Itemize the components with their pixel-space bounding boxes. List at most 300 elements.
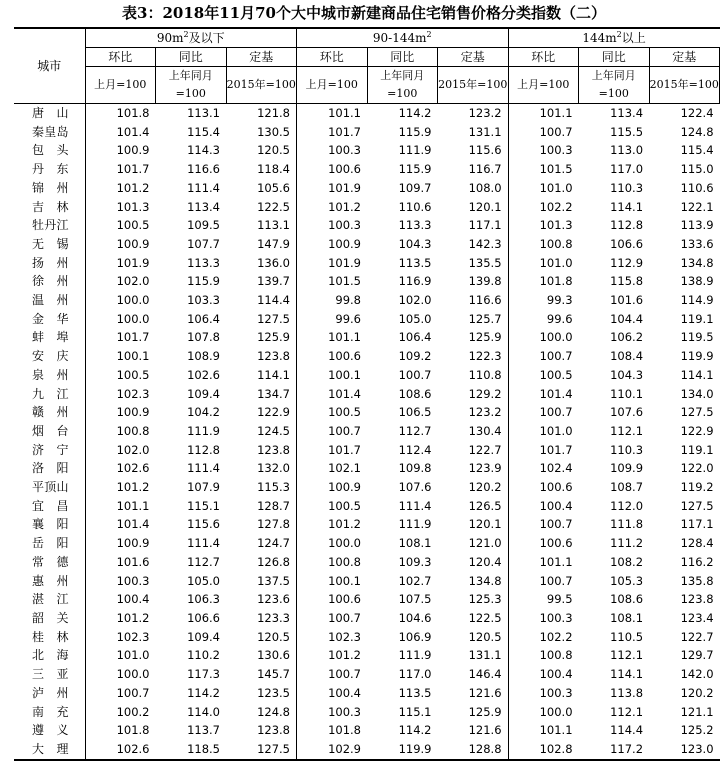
value-cell: 113.8 xyxy=(610,685,644,700)
value-cell: 109.4 xyxy=(187,386,220,401)
value-cell: 110.8 xyxy=(438,366,509,385)
value-cell: 100.4 xyxy=(539,667,573,682)
value-cell: 125.9 xyxy=(226,328,297,347)
value-cell: 146.4 xyxy=(438,665,509,684)
value-cell: 100.0 xyxy=(539,704,573,719)
value-cell: 119.2 xyxy=(680,480,714,495)
value-cell: 115.3 xyxy=(226,478,297,497)
value-cell: 100.3 xyxy=(328,704,361,719)
value-cell: 114.1 xyxy=(610,667,644,682)
table-row xyxy=(14,721,720,740)
value-cell: 112.8 xyxy=(187,442,220,457)
city-cell: 遵义 xyxy=(14,721,85,740)
value-cell: 114.1 xyxy=(610,199,644,214)
value-cell: 116.7 xyxy=(438,160,509,179)
value-cell: 135.5 xyxy=(438,254,509,273)
value-cell: 114.1 xyxy=(680,367,714,382)
table-title: 表3：2018年11月70个大中城市新建商品住宅销售价格分类指数（二） xyxy=(122,4,606,22)
value-cell: 114.3 xyxy=(187,143,220,158)
city-cell: 秦皇岛 xyxy=(14,123,85,142)
city-cell: 扬州 xyxy=(14,254,85,273)
value-cell: 100.9 xyxy=(116,236,150,251)
value-cell: 102.1 xyxy=(328,461,361,476)
value-cell: 102.7 xyxy=(398,573,432,588)
table-row xyxy=(14,141,720,160)
value-cell: 101.1 xyxy=(328,330,361,345)
value-cell: 110.3 xyxy=(610,442,644,457)
value-cell: 100.7 xyxy=(539,124,573,139)
value-cell: 106.9 xyxy=(398,629,432,644)
value-cell: 116.2 xyxy=(680,554,714,569)
value-cell: 100.7 xyxy=(398,367,432,382)
value-cell: 131.1 xyxy=(438,646,509,665)
value-cell: 112.1 xyxy=(610,423,644,438)
value-cell: 101.9 xyxy=(116,255,150,270)
table-row xyxy=(14,459,720,478)
value-cell: 113.1 xyxy=(226,216,297,235)
value-cell: 142.0 xyxy=(680,667,714,682)
city-cell: 三亚 xyxy=(14,665,85,684)
value-cell: 138.9 xyxy=(680,274,714,289)
value-cell: 121.6 xyxy=(438,721,509,740)
value-cell: 123.9 xyxy=(438,459,509,478)
value-cell: 134.8 xyxy=(680,255,714,270)
value-cell: 123.8 xyxy=(680,592,714,607)
value-cell: 100.6 xyxy=(328,592,361,607)
value-cell: 115.9 xyxy=(187,274,220,289)
value-cell: 104.2 xyxy=(187,405,220,420)
value-cell: 112.8 xyxy=(610,218,644,233)
value-cell: 122.7 xyxy=(438,441,509,460)
table-row xyxy=(14,684,720,703)
table-row xyxy=(14,628,720,647)
value-cell: 101.0 xyxy=(539,180,573,195)
subheader-mom-g0: 环比 xyxy=(85,48,156,67)
value-cell: 112.4 xyxy=(398,442,432,457)
value-cell: 101.7 xyxy=(328,124,361,139)
value-cell: 123.2 xyxy=(438,104,509,123)
value-cell: 142.3 xyxy=(438,235,509,254)
value-cell: 115.5 xyxy=(610,124,644,139)
value-cell: 101.0 xyxy=(116,648,150,663)
value-cell: 114.2 xyxy=(398,723,432,738)
table-row xyxy=(14,310,720,329)
value-cell: 115.1 xyxy=(187,498,220,513)
group-header-large: $144m^2$以上 xyxy=(508,28,720,48)
table-row xyxy=(14,160,720,179)
city-cell: 包头 xyxy=(14,141,85,160)
value-cell: 124.7 xyxy=(226,534,297,553)
value-cell: 117.1 xyxy=(438,216,509,235)
value-cell: 120.2 xyxy=(680,685,714,700)
city-cell: 吉林 xyxy=(14,198,85,217)
value-cell: 122.1 xyxy=(680,199,714,214)
value-cell: 119.5 xyxy=(680,330,714,345)
table-row xyxy=(14,366,720,385)
base-label-base-g1: 2015年=100 xyxy=(438,67,509,104)
value-cell: 109.3 xyxy=(398,554,432,569)
value-cell: 120.1 xyxy=(438,198,509,217)
value-cell: 100.9 xyxy=(328,480,361,495)
value-cell: 100.3 xyxy=(539,685,573,700)
value-cell: 111.9 xyxy=(398,143,432,158)
value-cell: 100.8 xyxy=(116,423,150,438)
value-cell: 100.6 xyxy=(328,162,361,177)
value-cell: 101.7 xyxy=(116,162,150,177)
value-cell: 100.5 xyxy=(328,498,361,513)
table-row xyxy=(14,291,720,310)
value-cell: 111.4 xyxy=(398,498,432,513)
city-cell: 岳阳 xyxy=(14,534,85,553)
value-cell: 122.5 xyxy=(438,609,509,628)
value-cell: 116.6 xyxy=(438,291,509,310)
value-cell: 100.7 xyxy=(328,423,361,438)
value-cell: 111.8 xyxy=(610,517,644,532)
value-cell: 101.8 xyxy=(539,274,573,289)
value-cell: 115.6 xyxy=(438,141,509,160)
value-cell: 108.9 xyxy=(187,349,220,364)
value-cell: 100.3 xyxy=(539,143,573,158)
value-cell: 100.5 xyxy=(116,367,150,382)
value-cell: 125.2 xyxy=(680,723,714,738)
value-cell: 113.1 xyxy=(187,106,220,120)
value-cell: 115.4 xyxy=(680,143,714,158)
value-cell: 136.0 xyxy=(226,254,297,273)
value-cell: 101.9 xyxy=(328,255,361,270)
value-cell: 100.8 xyxy=(328,554,361,569)
value-cell: 101.1 xyxy=(328,106,361,120)
value-cell: 100.4 xyxy=(328,685,361,700)
value-cell: 109.2 xyxy=(398,349,432,364)
value-cell: 118.5 xyxy=(156,740,227,760)
value-cell: 108.1 xyxy=(398,536,432,551)
base-label-yoy-g2: 上年同月=100 xyxy=(579,67,650,104)
value-cell: 115.0 xyxy=(680,162,714,177)
value-cell: 123.4 xyxy=(680,610,714,625)
value-cell: 119.1 xyxy=(680,311,714,326)
value-cell: 111.9 xyxy=(398,648,432,663)
value-cell: 134.0 xyxy=(680,386,714,401)
value-cell: 120.2 xyxy=(438,478,509,497)
value-cell: 109.7 xyxy=(398,180,432,195)
table-row xyxy=(14,590,720,609)
value-cell: 100.0 xyxy=(328,536,361,551)
table-row xyxy=(14,123,720,142)
value-cell: 101.2 xyxy=(328,199,361,214)
value-cell: 99.3 xyxy=(546,293,573,308)
value-cell: 115.9 xyxy=(398,162,432,177)
value-cell: 129.2 xyxy=(438,385,509,404)
value-cell: 102.3 xyxy=(116,629,150,644)
value-cell: 101.7 xyxy=(539,442,573,457)
value-cell: 119.9 xyxy=(680,349,714,364)
value-cell: 101.1 xyxy=(539,106,573,120)
value-cell: 123.6 xyxy=(226,590,297,609)
value-cell: 100.8 xyxy=(539,648,573,663)
subheader-mom-g2: 环比 xyxy=(508,48,579,67)
value-cell: 102.0 xyxy=(398,293,432,308)
value-cell: 105.0 xyxy=(398,311,432,326)
value-cell: 128.7 xyxy=(226,497,297,516)
value-cell: 107.6 xyxy=(610,405,644,420)
value-cell: 102.0 xyxy=(116,442,150,457)
value-cell: 114.2 xyxy=(187,685,220,700)
value-cell: 99.6 xyxy=(335,311,361,326)
value-cell: 106.5 xyxy=(398,405,432,420)
value-cell: 101.8 xyxy=(116,106,150,120)
value-cell: 100.6 xyxy=(328,349,361,364)
value-cell: 100.3 xyxy=(328,218,361,233)
value-cell: 145.7 xyxy=(226,665,297,684)
value-cell: 101.1 xyxy=(116,498,150,513)
value-cell: 105.3 xyxy=(610,573,644,588)
value-cell: 115.1 xyxy=(398,704,432,719)
value-cell: 123.8 xyxy=(226,441,297,460)
value-cell: 111.9 xyxy=(187,423,220,438)
value-cell: 100.6 xyxy=(539,536,573,551)
value-cell: 102.9 xyxy=(297,740,368,760)
value-cell: 100.7 xyxy=(116,685,150,700)
value-cell: 113.5 xyxy=(398,255,432,270)
subheader-mom-g1: 环比 xyxy=(297,48,368,67)
value-cell: 101.0 xyxy=(539,255,573,270)
value-cell: 120.1 xyxy=(438,515,509,534)
value-cell: 134.8 xyxy=(438,572,509,591)
city-cell: 惠州 xyxy=(14,572,85,591)
value-cell: 112.1 xyxy=(610,648,644,663)
city-cell: 济宁 xyxy=(14,441,85,460)
value-cell: 100.7 xyxy=(539,405,573,420)
value-cell: 102.3 xyxy=(116,386,150,401)
value-cell: 122.9 xyxy=(680,423,714,438)
subheader-base-g2: 定基 xyxy=(649,48,720,67)
value-cell: 106.4 xyxy=(187,311,220,326)
table-row xyxy=(14,422,720,441)
city-cell: 赣州 xyxy=(14,403,85,422)
value-cell: 127.8 xyxy=(226,515,297,534)
value-cell: 108.4 xyxy=(610,349,644,364)
value-cell: 117.3 xyxy=(187,667,220,682)
value-cell: 106.2 xyxy=(610,330,644,345)
price-index-table xyxy=(14,27,720,761)
value-cell: 112.7 xyxy=(187,554,220,569)
city-cell: 牡丹江 xyxy=(14,216,85,235)
value-cell: 123.8 xyxy=(226,721,297,740)
value-cell: 105.0 xyxy=(187,573,220,588)
value-cell: 122.0 xyxy=(680,461,714,476)
table-row xyxy=(14,609,720,628)
value-cell: 101.6 xyxy=(116,554,150,569)
value-cell: 111.4 xyxy=(187,536,220,551)
value-cell: 101.1 xyxy=(539,554,573,569)
table-row xyxy=(14,403,720,422)
value-cell: 107.6 xyxy=(398,480,432,495)
value-cell: 122.4 xyxy=(680,106,714,120)
value-cell: 139.7 xyxy=(226,272,297,291)
city-cell: 无锡 xyxy=(14,235,85,254)
table-row xyxy=(14,254,720,273)
value-cell: 112.0 xyxy=(610,498,644,513)
value-cell: 110.5 xyxy=(610,629,644,644)
value-cell: 101.1 xyxy=(539,723,573,738)
table-row xyxy=(14,385,720,404)
value-cell: 131.1 xyxy=(438,123,509,142)
value-cell: 102.0 xyxy=(116,274,150,289)
value-cell: 112.7 xyxy=(398,423,432,438)
value-cell: 108.1 xyxy=(610,610,644,625)
value-cell: 111.2 xyxy=(610,536,644,551)
value-cell: 110.3 xyxy=(610,180,644,195)
value-cell: 100.2 xyxy=(116,704,150,719)
value-cell: 100.1 xyxy=(116,349,150,364)
value-cell: 123.2 xyxy=(438,403,509,422)
value-cell: 115.8 xyxy=(610,274,644,289)
value-cell: 127.5 xyxy=(680,405,714,420)
value-cell: 100.4 xyxy=(116,592,150,607)
value-cell: 124.8 xyxy=(680,124,714,139)
value-cell: 101.2 xyxy=(328,648,361,663)
table-row xyxy=(14,235,720,254)
value-cell: 120.4 xyxy=(438,553,509,572)
value-cell: 101.4 xyxy=(116,124,150,139)
value-cell: 123.5 xyxy=(226,684,297,703)
city-cell: 襄阳 xyxy=(14,515,85,534)
subheader-yoy-g1: 同比 xyxy=(367,48,438,67)
city-cell: 徐州 xyxy=(14,272,85,291)
table-row xyxy=(14,553,720,572)
value-cell: 110.2 xyxy=(187,648,220,663)
city-cell: 蚌埠 xyxy=(14,328,85,347)
value-cell: 132.0 xyxy=(226,459,297,478)
value-cell: 123.8 xyxy=(226,347,297,366)
table-row xyxy=(14,179,720,198)
value-cell: 101.0 xyxy=(539,423,573,438)
value-cell: 117.0 xyxy=(398,667,432,682)
table-row xyxy=(14,478,720,497)
value-cell: 113.7 xyxy=(187,723,220,738)
city-cell: 平顶山 xyxy=(14,478,85,497)
base-label-mom-g0: 上月=100 xyxy=(85,67,156,104)
value-cell: 125.7 xyxy=(438,310,509,329)
city-cell: 安庆 xyxy=(14,347,85,366)
value-cell: 100.4 xyxy=(539,498,573,513)
value-cell: 113.4 xyxy=(610,106,644,120)
value-cell: 104.3 xyxy=(398,236,432,251)
value-cell: 101.2 xyxy=(116,180,150,195)
value-cell: 103.3 xyxy=(187,293,220,308)
value-cell: 101.3 xyxy=(539,218,573,233)
value-cell: 130.6 xyxy=(226,646,297,665)
value-cell: 113.3 xyxy=(398,218,432,233)
value-cell: 114.4 xyxy=(610,723,644,738)
value-cell: 122.7 xyxy=(680,629,714,644)
table-row xyxy=(14,328,720,347)
value-cell: 101.8 xyxy=(328,723,361,738)
value-cell: 100.7 xyxy=(328,610,361,625)
value-cell: 128.8 xyxy=(438,740,509,760)
value-cell: 118.4 xyxy=(226,160,297,179)
city-cell: 宜昌 xyxy=(14,497,85,516)
value-cell: 123.0 xyxy=(649,740,720,760)
value-cell: 100.3 xyxy=(116,573,150,588)
value-cell: 100.0 xyxy=(116,293,150,308)
table-row xyxy=(14,515,720,534)
value-cell: 125.3 xyxy=(438,590,509,609)
value-cell: 108.2 xyxy=(610,554,644,569)
value-cell: 100.1 xyxy=(328,573,361,588)
value-cell: 121.6 xyxy=(438,684,509,703)
value-cell: 122.3 xyxy=(438,347,509,366)
city-cell: 金华 xyxy=(14,310,85,329)
city-cell: 温州 xyxy=(14,291,85,310)
value-cell: 100.6 xyxy=(539,480,573,495)
value-cell: 102.6 xyxy=(187,367,220,382)
base-label-mom-g2: 上月=100 xyxy=(508,67,579,104)
value-cell: 109.5 xyxy=(187,218,220,233)
value-cell: 107.9 xyxy=(187,480,220,495)
city-cell: 常德 xyxy=(14,553,85,572)
value-cell: 100.0 xyxy=(539,330,573,345)
value-cell: 125.9 xyxy=(438,703,509,722)
value-cell: 113.5 xyxy=(398,685,432,700)
city-cell: 洛阳 xyxy=(14,459,85,478)
value-cell: 126.5 xyxy=(438,497,509,516)
city-column-header: 城市 xyxy=(14,28,85,104)
base-label-yoy-g0: 上年同月=100 xyxy=(156,67,227,104)
value-cell: 113.0 xyxy=(610,143,644,158)
value-cell: 117.1 xyxy=(680,517,714,532)
value-cell: 101.2 xyxy=(328,517,361,532)
base-label-base-g0: 2015年=100 xyxy=(226,67,297,104)
value-cell: 100.7 xyxy=(539,517,573,532)
value-cell: 127.5 xyxy=(226,310,297,329)
value-cell: 113.9 xyxy=(680,218,714,233)
value-cell: 137.5 xyxy=(226,572,297,591)
value-cell: 100.3 xyxy=(539,610,573,625)
value-cell: 106.6 xyxy=(187,610,220,625)
value-cell: 106.4 xyxy=(398,330,432,345)
value-cell: 109.4 xyxy=(187,629,220,644)
value-cell: 116.9 xyxy=(398,274,432,289)
value-cell: 101.5 xyxy=(539,162,573,177)
value-cell: 101.2 xyxy=(116,610,150,625)
value-cell: 130.5 xyxy=(226,123,297,142)
value-cell: 115.4 xyxy=(187,124,220,139)
value-cell: 108.6 xyxy=(398,386,432,401)
value-cell: 101.6 xyxy=(610,293,644,308)
subheader-base-g1: 定基 xyxy=(438,48,509,67)
value-cell: 101.7 xyxy=(116,330,150,345)
value-cell: 112.1 xyxy=(610,704,644,719)
value-cell: 106.3 xyxy=(187,592,220,607)
value-cell: 123.3 xyxy=(226,609,297,628)
value-cell: 104.3 xyxy=(610,367,644,382)
value-cell: 101.4 xyxy=(328,386,361,401)
value-cell: 100.9 xyxy=(116,143,150,158)
value-cell: 124.5 xyxy=(226,422,297,441)
table-row xyxy=(14,534,720,553)
value-cell: 124.8 xyxy=(226,703,297,722)
value-cell: 111.4 xyxy=(187,180,220,195)
base-label-mom-g1: 上月=100 xyxy=(297,67,368,104)
city-cell: 丹东 xyxy=(14,160,85,179)
city-cell: 湛江 xyxy=(14,590,85,609)
value-cell: 110.6 xyxy=(680,180,714,195)
value-cell: 101.5 xyxy=(328,274,361,289)
value-cell: 100.5 xyxy=(328,405,361,420)
value-cell: 117.0 xyxy=(610,162,644,177)
table-row xyxy=(14,441,720,460)
